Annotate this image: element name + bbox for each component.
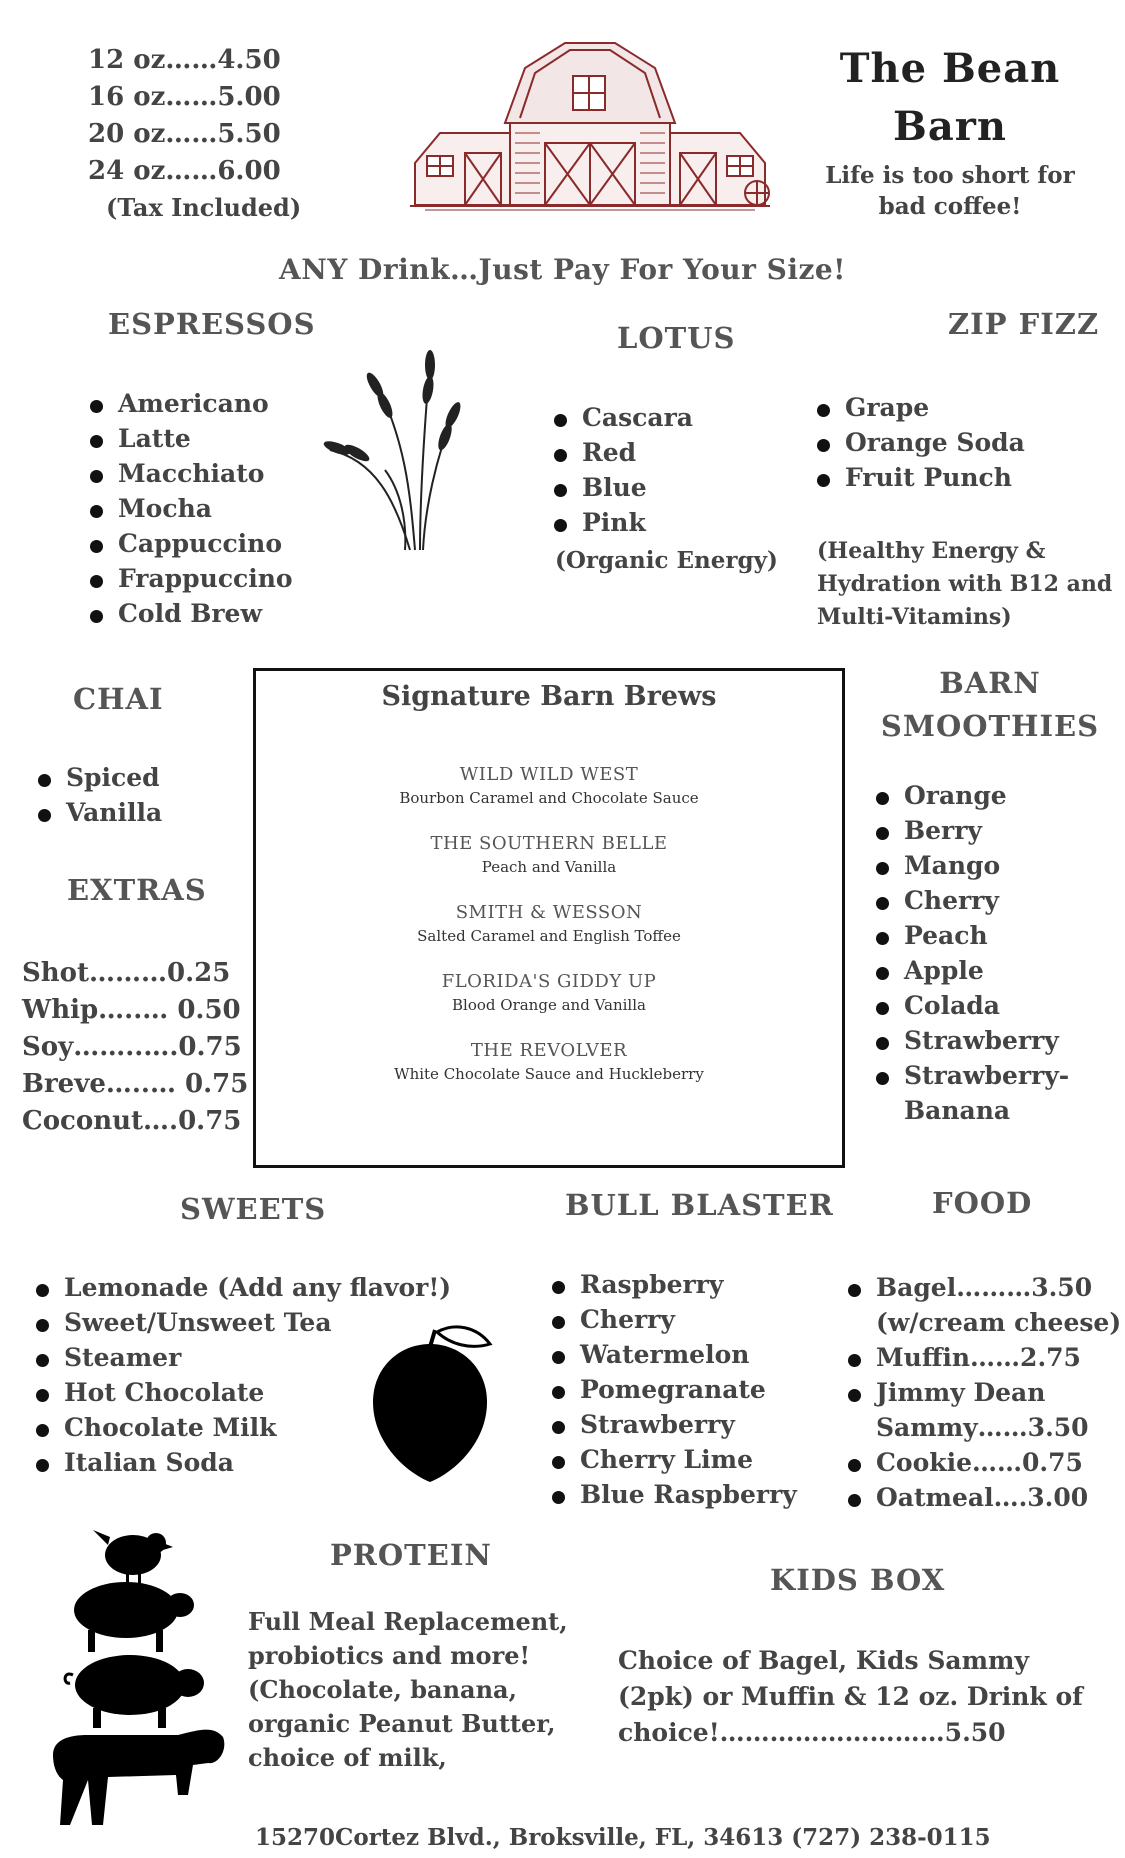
protein-line: probiotics and more! bbox=[248, 1641, 531, 1670]
barn-illustration bbox=[405, 38, 775, 213]
brew-name: THE SOUTHERN BELLE bbox=[430, 833, 668, 854]
extras-row: Whip…..… 0.50 bbox=[22, 995, 241, 1025]
sweets-heading: SWEETS bbox=[180, 1192, 327, 1226]
lotus-heading: LOTUS bbox=[617, 321, 736, 355]
list-item: Cherry bbox=[872, 883, 1069, 918]
brew-description: White Chocolate Sauce and Huckleberry bbox=[394, 1065, 704, 1083]
espressos-heading: ESPRESSOS bbox=[108, 307, 316, 341]
signature-brew bbox=[256, 971, 842, 1014]
list-item: Strawberry- bbox=[872, 1058, 1069, 1093]
list-item: Mocha bbox=[86, 491, 293, 526]
list-item: Watermelon bbox=[548, 1337, 797, 1372]
brand-tagline: Life is too short for bad coffee! bbox=[825, 162, 1075, 220]
size-price-24oz: 24 oz……6.00 bbox=[88, 156, 281, 186]
lotus-list bbox=[550, 400, 693, 540]
signature-brew bbox=[256, 833, 842, 876]
list-item: Macchiato bbox=[86, 456, 293, 491]
list-item: Blue Raspberry bbox=[548, 1477, 797, 1512]
footer-address: 15270Cortez Blvd., Broksville, FL, 34613 (727) 238-0115 bbox=[255, 1824, 991, 1851]
list-item: Lemonade (Add any flavor!) bbox=[32, 1270, 451, 1305]
list-item: Cherry Lime bbox=[548, 1442, 797, 1477]
wheat-icon bbox=[315, 340, 465, 555]
protein-line: choice of milk, bbox=[248, 1743, 447, 1772]
zipfizz-heading: ZIP FIZZ bbox=[948, 307, 1100, 341]
list-item: Cappuccino bbox=[86, 526, 293, 561]
food-list bbox=[844, 1270, 1121, 1515]
list-item: Pink bbox=[550, 505, 693, 540]
protein-description bbox=[248, 1605, 568, 1775]
zipfizz-note-line: Multi-Vitamins) bbox=[817, 604, 1012, 630]
list-item: Latte bbox=[86, 421, 293, 456]
signature-brew bbox=[256, 902, 842, 945]
protein-heading: PROTEIN bbox=[330, 1538, 492, 1572]
size-price-list bbox=[88, 42, 318, 225]
brew-name: THE REVOLVER bbox=[470, 1040, 628, 1061]
brew-description: Bourbon Caramel and Chocolate Sauce bbox=[399, 789, 699, 807]
list-item-continuation: Banana bbox=[904, 1096, 1011, 1125]
list-item: Bagel………3.50 bbox=[844, 1270, 1121, 1305]
list-item: Americano bbox=[86, 386, 293, 421]
bullblaster-heading: BULL BLASTER bbox=[565, 1188, 834, 1222]
espressos-list bbox=[86, 386, 293, 631]
brew-description: Salted Caramel and English Toffee bbox=[417, 927, 681, 945]
list-item: Cherry bbox=[548, 1302, 797, 1337]
list-item: Chocolate Milk bbox=[32, 1410, 451, 1445]
lotus-note: (Organic Energy) bbox=[555, 547, 778, 574]
signature-brew bbox=[256, 764, 842, 807]
extras-heading: EXTRAS bbox=[67, 873, 207, 907]
size-price-20oz: 20 oz……5.50 bbox=[88, 119, 281, 149]
list-item: Raspberry bbox=[548, 1267, 797, 1302]
protein-line: (Chocolate, banana, bbox=[248, 1675, 517, 1704]
brand-title-line2: Barn bbox=[893, 103, 1007, 150]
extras-row: Coconut….0.75 bbox=[22, 1106, 242, 1136]
lemon-icon bbox=[365, 1322, 495, 1487]
list-item: Red bbox=[550, 435, 693, 470]
brew-description: Blood Orange and Vanilla bbox=[452, 996, 646, 1014]
list-item: Colada bbox=[872, 988, 1069, 1023]
smoothies-heading bbox=[880, 662, 1100, 748]
pricing-banner: ANY Drink…Just Pay For Your Size! bbox=[279, 253, 846, 286]
smoothies-list bbox=[872, 778, 1069, 1128]
list-item: Orange Soda bbox=[813, 425, 1025, 460]
list-item: Grape bbox=[813, 390, 1025, 425]
kidsbox-description bbox=[618, 1643, 1083, 1751]
zipfizz-list bbox=[813, 390, 1025, 495]
kidsbox-line: (2pk) or Muffin & 12 oz. Drink of bbox=[618, 1682, 1083, 1711]
list-item: Jimmy Dean bbox=[844, 1375, 1121, 1410]
brew-name: FLORIDA'S GIDDY UP bbox=[441, 971, 657, 992]
protein-line: Full Meal Replacement, bbox=[248, 1607, 568, 1636]
list-item: Orange bbox=[872, 778, 1069, 813]
extras-row: Soy……..….0.75 bbox=[22, 1032, 242, 1062]
brand-title-line1: The Bean bbox=[839, 45, 1061, 92]
list-item: Italian Soda bbox=[32, 1445, 451, 1480]
list-item: Peach bbox=[872, 918, 1069, 953]
brand-block bbox=[800, 40, 1100, 222]
list-item: Strawberry bbox=[872, 1023, 1069, 1058]
smoothies-heading-line: BARN bbox=[939, 666, 1041, 700]
list-item-continuation: Sammy……3.50 bbox=[876, 1413, 1089, 1442]
zipfizz-note-line: Hydration with B12 and bbox=[817, 571, 1113, 597]
list-item: Fruit Punch bbox=[813, 460, 1025, 495]
bullblaster-list bbox=[548, 1267, 797, 1512]
zipfizz-note-line: (Healthy Energy & bbox=[817, 538, 1046, 564]
list-item: Sweet/Unsweet Tea bbox=[32, 1305, 451, 1340]
list-item: Muffin……2.75 bbox=[844, 1340, 1121, 1375]
tax-note: (Tax Included) bbox=[106, 193, 302, 222]
brew-name: SMITH & WESSON bbox=[455, 902, 643, 923]
zipfizz-note bbox=[817, 535, 1112, 634]
list-item: Berry bbox=[872, 813, 1069, 848]
list-item: Cascara bbox=[550, 400, 693, 435]
farm-animals-stack-icon bbox=[48, 1525, 228, 1830]
list-item: Apple bbox=[872, 953, 1069, 988]
list-item: Mango bbox=[872, 848, 1069, 883]
signature-brews-heading: Signature Barn Brews bbox=[381, 681, 717, 712]
signature-brews-box bbox=[253, 668, 845, 1168]
chai-list bbox=[34, 760, 162, 830]
list-item: Frappuccino bbox=[86, 561, 293, 596]
brew-description: Peach and Vanilla bbox=[481, 858, 617, 876]
kidsbox-line: choice!………………………5.50 bbox=[618, 1718, 1006, 1747]
list-item: Oatmeal….3.00 bbox=[844, 1480, 1121, 1515]
list-item: Steamer bbox=[32, 1340, 451, 1375]
food-heading: FOOD bbox=[932, 1186, 1033, 1220]
protein-line: organic Peanut Butter, bbox=[248, 1709, 556, 1738]
chai-heading: CHAI bbox=[73, 682, 164, 716]
signature-brew bbox=[256, 1040, 842, 1083]
list-item: Cold Brew bbox=[86, 596, 293, 631]
kidsbox-heading: KIDS BOX bbox=[770, 1563, 946, 1597]
list-item: Cookie……0.75 bbox=[844, 1445, 1121, 1480]
size-price-12oz: 12 oz……4.50 bbox=[88, 45, 281, 75]
size-price-16oz: 16 oz……5.00 bbox=[88, 82, 281, 112]
smoothies-heading-line: SMOOTHIES bbox=[880, 709, 1100, 743]
list-item: Spiced bbox=[34, 760, 162, 795]
extras-list bbox=[22, 955, 248, 1140]
kidsbox-line: Choice of Bagel, Kids Sammy bbox=[618, 1646, 1029, 1675]
list-item: Hot Chocolate bbox=[32, 1375, 451, 1410]
list-item: Blue bbox=[550, 470, 693, 505]
brew-name: WILD WILD WEST bbox=[459, 764, 639, 785]
extras-row: Shot………0.25 bbox=[22, 958, 231, 988]
extras-row: Breve…..… 0.75 bbox=[22, 1069, 249, 1099]
list-item: Pomegranate bbox=[548, 1372, 797, 1407]
list-item: Strawberry bbox=[548, 1407, 797, 1442]
list-item-continuation: (w/cream cheese) bbox=[876, 1308, 1122, 1337]
list-item: Vanilla bbox=[34, 795, 162, 830]
